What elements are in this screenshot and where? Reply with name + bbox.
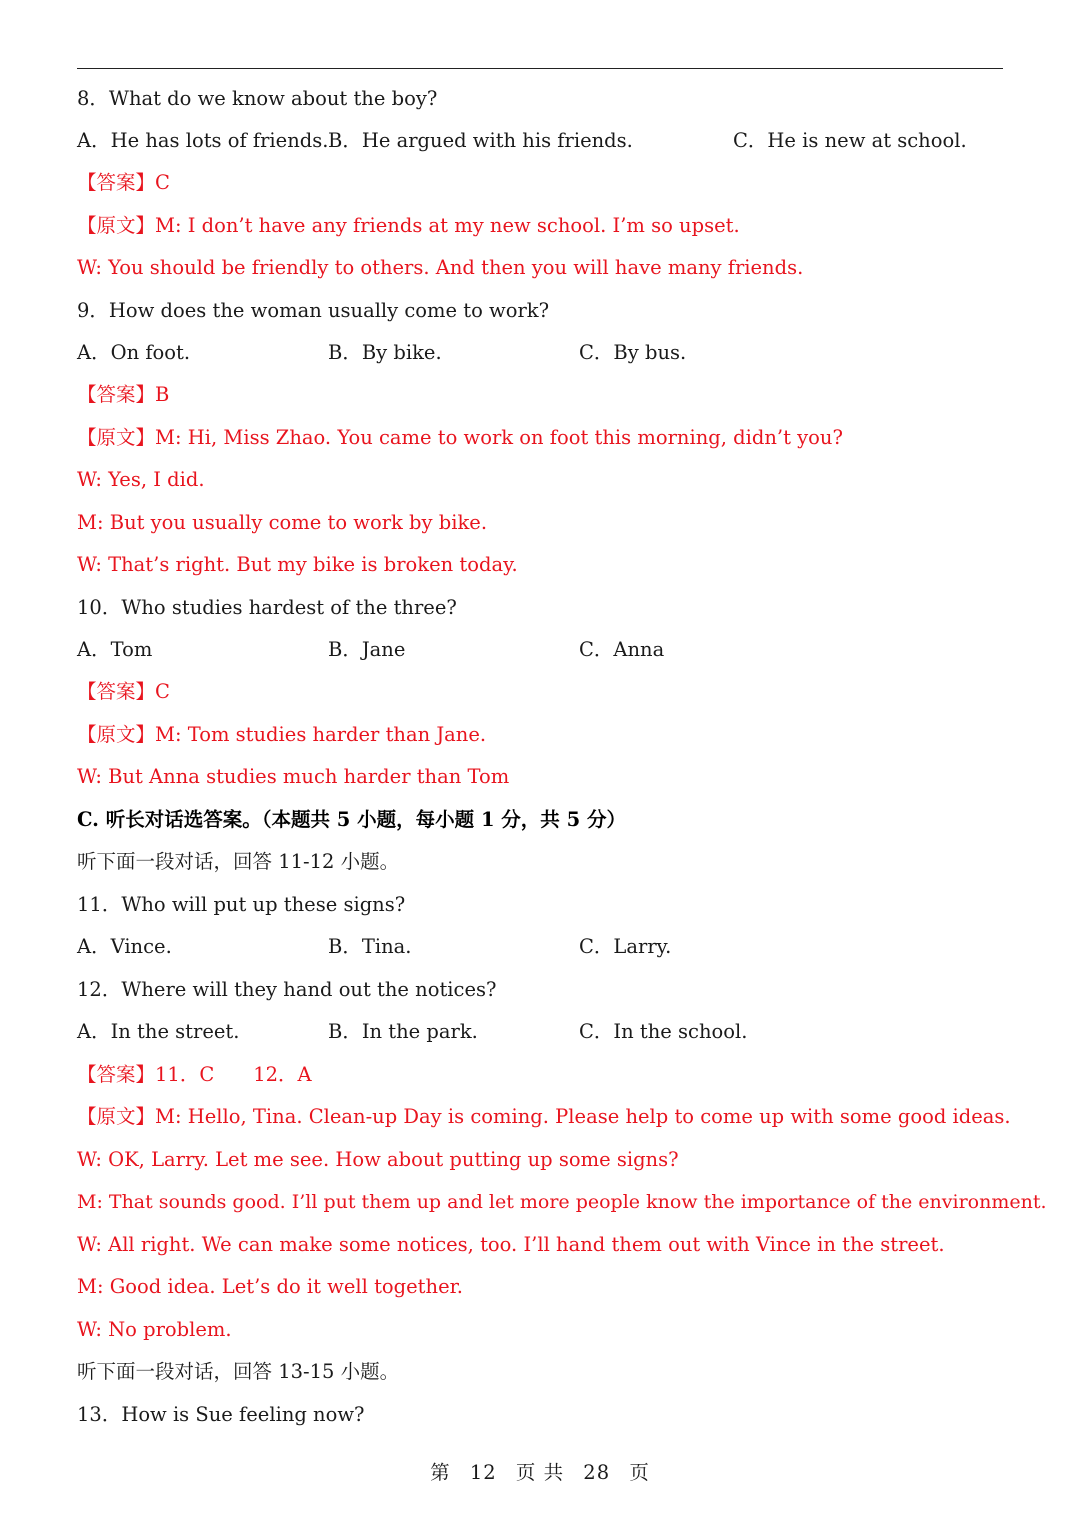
question-12: 12．Where will they hand out the notices?: [77, 978, 497, 1001]
option-8c: C．He is new at school.: [733, 129, 967, 152]
options-8: [77, 126, 1003, 156]
options-9: [77, 338, 1003, 368]
option-11a: A．Vince.: [77, 935, 172, 958]
question-13: 13．How is Sue feeling now?: [77, 1403, 365, 1426]
question-8: 8．What do we know about the boy?: [77, 87, 438, 110]
script-8-line-2: W: You should be friendly to others. And then you will have many friends.: [77, 256, 804, 279]
option-8b: B．He argued with his friends.: [328, 129, 633, 152]
script-10-line-2: W: But Anna studies much harder than Tom: [77, 765, 510, 788]
question-9: 9．How does the woman usually come to work?: [77, 299, 550, 322]
option-10b: B．Jane: [328, 638, 406, 661]
script-11-12-line-5: M: Good idea. Let’s do it well together.: [77, 1275, 463, 1298]
footer-page-number: 12: [469, 1461, 497, 1484]
section-c-heading: C. 听长对话选答案。（本题共 5 小题，每小题 1 分，共 5 分）: [77, 808, 626, 831]
page-footer: [0, 1458, 1080, 1488]
option-12a: A．In the street.: [77, 1020, 240, 1043]
option-8a: A．He has lots of friends.: [77, 129, 329, 152]
answer-9: 【答案】B: [77, 383, 170, 406]
answer-11-12: 【答案】11．C 12．A: [77, 1063, 312, 1086]
option-9a: A．On foot.: [77, 341, 191, 364]
script-9-line-4: W: That’s right. But my bike is broken today.: [77, 553, 518, 576]
script-9-line-3: M: But you usually come to work by bike.: [77, 511, 488, 534]
question-11: 11．Who will put up these signs?: [77, 893, 406, 916]
answer-8: 【答案】C: [77, 171, 170, 194]
script-8-line-1: 【原文】M: I don’t have any friends at my new school. I’m so upset.: [77, 214, 740, 237]
script-10-line-1: 【原文】M: Tom studies harder than Jane.: [77, 723, 487, 746]
option-9b: B．By bike.: [328, 341, 442, 364]
footer-mid: 页 共: [515, 1461, 565, 1484]
question-10: 10．Who studies hardest of the three?: [77, 596, 457, 619]
option-9c: C．By bus.: [579, 341, 687, 364]
script-11-12-line-2: W: OK, Larry. Let me see. How about putting up some signs?: [77, 1148, 679, 1171]
script-9-line-2: W: Yes, I did.: [77, 468, 205, 491]
option-11c: C．Larry.: [579, 935, 672, 958]
script-11-12-line-4: W: All right. We can make some notices, too. I’ll hand them out with Vince in the street.: [77, 1233, 945, 1256]
script-11-12-line-1: 【原文】M: Hello, Tina. Clean-up Day is coming. Please help to come up with some good ideas.: [77, 1105, 1011, 1128]
section-c-intro-2: 听下面一段对话，回答 13-15 小题。: [77, 1360, 400, 1383]
footer-total-pages: 28: [583, 1461, 611, 1484]
answer-10: 【答案】C: [77, 680, 170, 703]
header-rule: [77, 68, 1003, 69]
script-11-12-line-6: W: No problem.: [77, 1318, 232, 1341]
script-9-line-1: 【原文】M: Hi, Miss Zhao. You came to work on foot this morning, didn’t you?: [77, 426, 843, 449]
options-10: [77, 635, 1003, 665]
section-c-intro-1: 听下面一段对话，回答 11-12 小题。: [77, 850, 400, 873]
option-11b: B．Tina.: [328, 935, 412, 958]
footer-suffix: 页: [629, 1461, 650, 1484]
script-11-12-line-3: M: That sounds good. I’ll put them up and let more people know the importance of the environment.: [77, 1191, 1047, 1213]
option-10c: C．Anna: [579, 638, 665, 661]
footer-prefix: 第: [430, 1461, 451, 1484]
option-10a: A．Tom: [77, 638, 153, 661]
option-12b: B．In the park.: [328, 1020, 478, 1043]
options-11: [77, 932, 1003, 962]
option-12c: C．In the school.: [579, 1020, 748, 1043]
options-12: [77, 1017, 1003, 1047]
